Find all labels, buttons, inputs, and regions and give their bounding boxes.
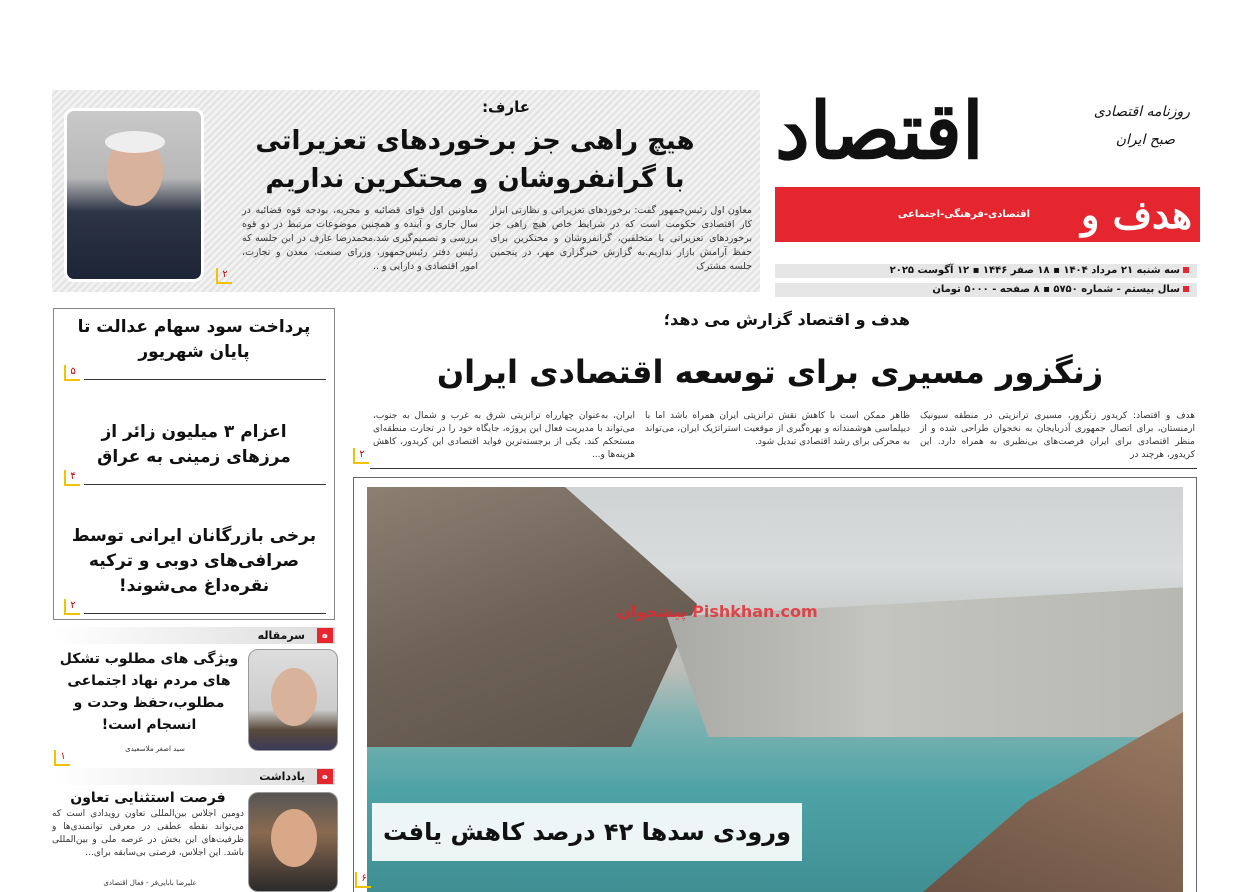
top-story-col-2: معاونین اول قوای قضائیه و مجریه، بودجه قوه قضائیه در سال جاری و آینده و همچنین موضوعات مرتبط در دو قوه بررسی و تصمیم‌گیری شد.محمدرضا عارف در این جلسه که رئیس دفتر رئیس‌جمهور، وزرای صنعت، معدن و تجارت، امور اقتصادی و دارایی و .. — [242, 205, 478, 272]
issue-text: سال بیستم - شماره ۵۷۵۰ ▪ ۸ صفحه - ۵۰۰۰ تومان — [932, 284, 1180, 295]
top-story-headline[interactable] — [220, 122, 730, 198]
divider — [84, 484, 326, 485]
masthead-title: اقتصاد — [775, 86, 984, 177]
lead-kicker: هدف و اقتصاد گزارش می دهد؛ — [663, 310, 910, 329]
masthead-subtitle: روزنامه اقتصادی — [1093, 104, 1190, 120]
brief-footer — [54, 365, 334, 381]
masthead-title-red: هدف و — [1081, 192, 1192, 237]
note-author: علیرضا بابایی‌فر - فعال اقتصادی — [103, 879, 197, 887]
top-story-kicker: عارف: — [482, 98, 530, 116]
photo-caption[interactable]: ورودی سدها ۴۲ درصد کاهش یافت — [372, 803, 802, 861]
page-ref: ۱ — [54, 750, 70, 766]
brief-footer — [54, 599, 334, 615]
page-ref: ۵ — [64, 365, 80, 381]
brief-footer — [54, 470, 334, 486]
headline-line: با گرانفروشان و محتکرین نداریم — [265, 164, 685, 194]
top-story[interactable] — [52, 90, 760, 292]
page-ref: ۲ — [353, 448, 369, 464]
editorial-header — [53, 627, 335, 644]
lead-col-3: ایران، به‌عنوان چهارراه ترانزیتی شرق به غرب و شمال به جنوب، می‌تواند با مدیریت فعال این پروژه، جایگاه خود را در تجارت منطقه‌ای مستحکم کند. یکی از برجسته‌ترین فواید اقتصادی این کریدور، کاهش هزینه‌ها و... — [373, 411, 635, 460]
lead-col-1: هدف و اقتصاد: کریدور زنگزور، مسیری ترانزیتی در منطقه سیونیک ارمنستان، برای اتصال جمهوری آذربایجان به نخجوان طراحی شده و از منظر اقتصادی برای ایران فرصت‌های بی‌نظیری به همراه دارد. این کریدور، هرچند در — [920, 411, 1195, 460]
note-body: دومین اجلاس بین‌المللی تعاون رویدادی است که می‌تواند نقطه عطفی در معرفی توانمندی‌ها و ظرفیت‌های این بخش در عرصه ملی و بین‌المللی باشد. این اجلاس، فرصتی بی‌سابقه برای... — [52, 809, 244, 858]
editorial-author: سید اصغر ملاسعیدی — [125, 745, 185, 753]
hadaf-logo-icon: ه — [317, 769, 333, 784]
page-ref: ۲ — [216, 268, 232, 284]
hadaf-logo-icon: ه — [317, 628, 333, 643]
headline-line: هیچ راهی جز برخوردهای تعزیراتی — [255, 126, 695, 156]
note-header — [53, 768, 335, 785]
divider — [84, 379, 326, 380]
brief-block — [54, 315, 334, 381]
lead-col-2: ظاهر ممکن است با کاهش نقش ترانزیتی ایران همراه باشد اما با دیپلماسی هوشمندانه و بهره‌گیری از موقعیت استراتژیک ایران، می‌تواند به محرکی برای رشد اقتصادی تبدیل شود. — [645, 411, 910, 447]
top-story-photo — [64, 108, 204, 282]
editorial-title[interactable]: ویژگی های مطلوب تشکل های مردم نهاد اجتماعی مطلوب،حفظ وحدت و انسجام است! — [59, 651, 239, 733]
page-ref: ۲ — [64, 599, 80, 615]
briefs-box — [53, 308, 335, 620]
page-ref: ۴ — [64, 470, 80, 486]
divider — [84, 613, 326, 614]
brief-item[interactable]: برخی بازرگانان ایرانی توسط صرافی‌های دوبی و ترکیه نقره‌داغ می‌شوند! — [71, 526, 317, 596]
masthead-tagline: اقتصادی-فرهنگی-اجتماعی — [897, 209, 1030, 220]
note-title[interactable]: فرصت استثنایی تعاون — [70, 790, 226, 806]
watermark: پیشخوان Pishkhan.com — [617, 602, 818, 621]
issue-line — [775, 283, 1197, 297]
lead-headline[interactable]: زنگزور مسیری برای توسعه اقتصادی ایران — [436, 353, 1104, 391]
brief-block — [54, 420, 334, 486]
brief-item[interactable]: اعزام ۳ میلیون زائر از مرزهای زمینی به عراق — [97, 421, 291, 467]
top-story-col-1: معاون اول رئیس‌جمهور گفت: برخوردهای تعزیراتی و نظارتی ابزار کار اقتصادی حکومت است که در شرایط خاص هیچ راهی جز برخوردهای تعزیراتی با متخلفین، گرانفروشان و محتکرین برای حفظ آرامش بازار نداریم.به گزارش خبرگزاری مهر، در پنجمین جلسه مشترک — [490, 205, 752, 272]
page-ref: ۶ — [355, 872, 371, 888]
brief-block — [54, 524, 334, 615]
editorial-author-photo — [248, 649, 338, 751]
masthead — [775, 82, 1200, 247]
date-line — [775, 264, 1197, 278]
date-text: سه شنبه ۲۱ مرداد ۱۴۰۴ ▪ ۱۸ صفر ۱۴۴۶ ▪ ۱۲ آگوست ۲۰۲۵ — [889, 265, 1180, 276]
note-author-photo — [248, 792, 338, 892]
masthead-subtitle-2: صبح ایران — [1115, 132, 1175, 148]
brief-item[interactable]: پرداخت سود سهام عدالت تا پایان شهریور — [77, 317, 311, 362]
section-label: یادداشت — [259, 770, 305, 783]
section-label: سرمقاله — [257, 629, 305, 642]
divider — [370, 468, 1197, 469]
